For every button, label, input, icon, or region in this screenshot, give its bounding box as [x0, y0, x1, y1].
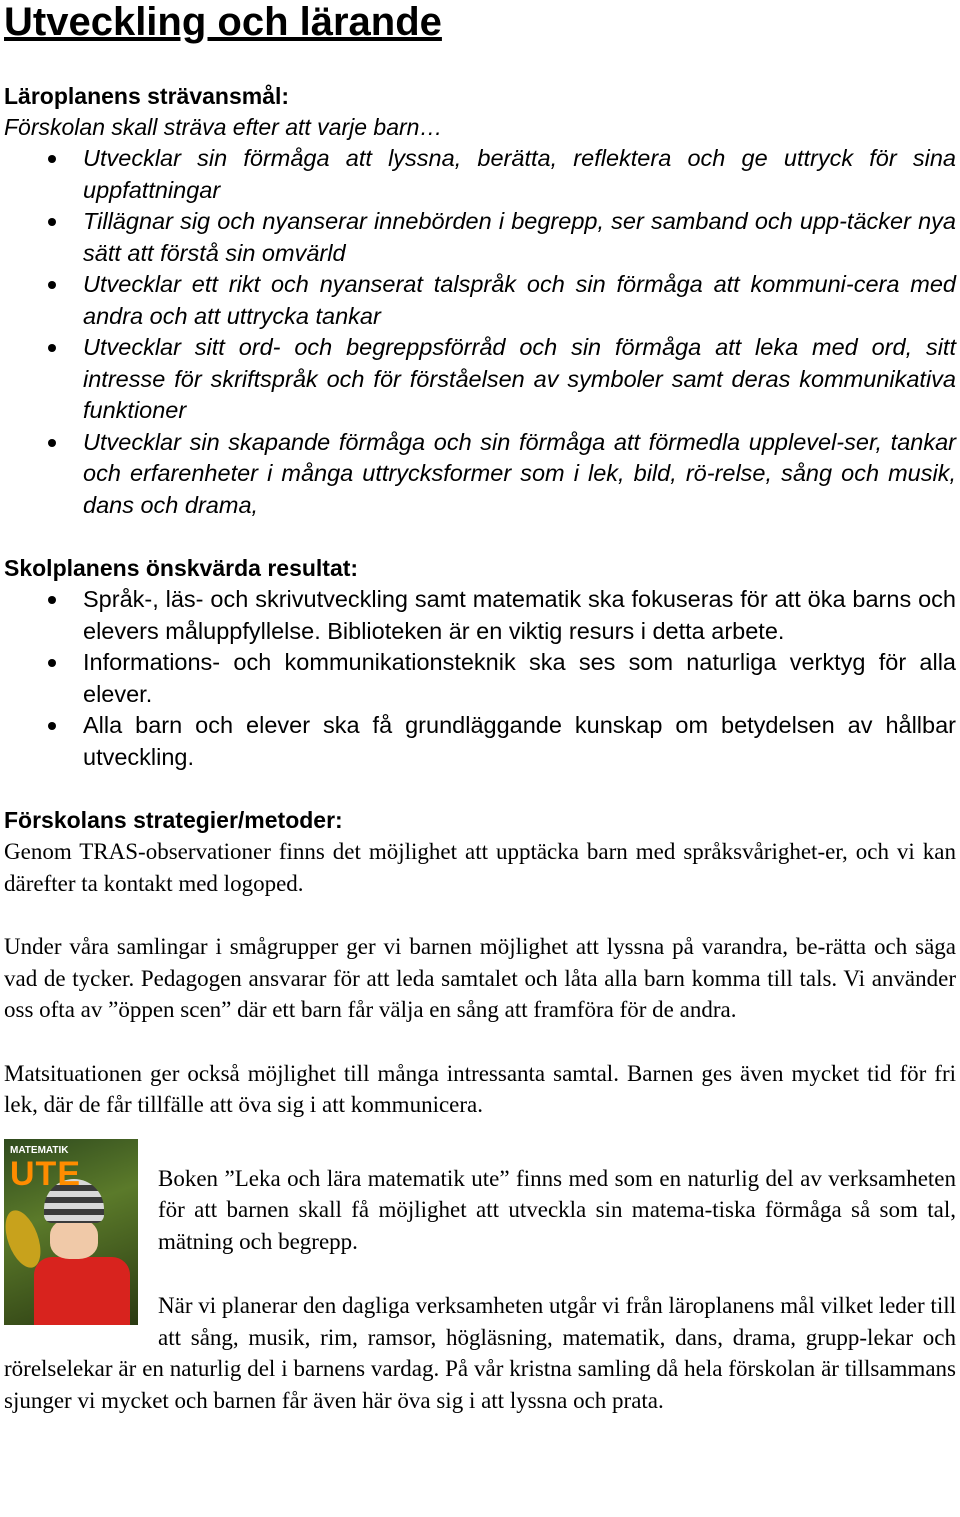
bullet-icon — [48, 722, 56, 730]
list-item: Utvecklar sin skapande förmåga och sin förmåga att förmedla upplevel-ser, tankar och erfarenheter i många uttrycksformer som i lek, bild, rö-relse, sång och musik, dans och drama, — [4, 427, 956, 522]
bullet-icon — [48, 596, 56, 604]
book-cover-logo: UTE — [10, 1154, 81, 1193]
page-title: Utveckling och lärande — [4, 0, 442, 44]
bullet-icon — [48, 659, 56, 667]
bullet-icon — [48, 218, 56, 226]
book-cover-badge: MATEMATIK — [10, 1144, 69, 1156]
bullet-icon — [48, 281, 56, 289]
section-heading-strategies: Förskolans strategier/metoder: — [4, 807, 343, 833]
section-intro: Förskolan skall sträva efter att varje barn… — [4, 114, 443, 140]
list-item: Alla barn och elever ska få grundläggande kunskap om betydelsen av hållbar utveckling. — [4, 710, 956, 773]
paragraph: Genom TRAS-observationer finns det möjlighet att upptäcka barn med språksvårighet-er, och vi kan därefter ta kontakt med logoped. — [4, 839, 956, 896]
paragraph: Boken ”Leka och lära matematik ute” finns med som en naturlig del av verksamheten för att barnen skall få möjlighet att utveckla sin matema-tiska förmåga så som tal, mätning och begrepp. — [158, 1165, 956, 1254]
bullet-icon — [48, 344, 56, 352]
list-item: Språk-, läs- och skrivutveckling samt matematik ska fokuseras för att öka barns och elevers måluppfyllelse. Biblioteken är en viktig resurs i detta arbete. — [4, 584, 956, 647]
bullet-icon — [48, 439, 56, 447]
section-heading-school-plan: Skolplanens önskvärda resultat: — [4, 555, 359, 581]
paragraph: Under våra samlingar i smågrupper ger vi barnen möjlighet att lyssna på varandra, be-rätta och säga vad de tycker. Pedagogen ansvarar för att leda samtalet och låta alla barn komma till tals. Vi använder oss ofta av ”öppen scen” där ett barn får välja en sång att framföra för de andra. — [4, 934, 956, 1022]
list-item: Utvecklar ett rikt och nyanserat talspråk och sin förmåga att kommuni-cera med andra och att uttrycka tankar — [4, 269, 956, 332]
school-plan-list — [4, 584, 956, 773]
paragraph: När vi planerar den dagliga verksamheten utgår vi från läroplanens mål vilket leder till att sång, musik, rim, ramsor, högläsning, matematik, dans, drama, grupp-lekar och rörelselekar är en naturlig del i barnens vardag. På vår kristna samling då hela förskolan är tillsammans sjunger vi mycket och barnen får även här öva sig i att lyssna och prata. — [4, 1293, 956, 1413]
book-section — [4, 1139, 956, 1417]
paragraph: Matsituationen ger också möjlighet till många intressanta samtal. Barnen ges även mycket tid för fri lek, där de får tillfälle att öva sig i att kommunicera. — [4, 1060, 956, 1117]
list-item: Informations- och kommunikationsteknik ska ses som naturliga verktyg för alla elever. — [4, 647, 956, 710]
list-item: Utvecklar sitt ord- och begreppsförråd och sin förmåga att leka med ord, sitt intresse för skriftspråk och för förståelsen av symboler samt deras kommunikativa funktioner — [4, 332, 956, 427]
curriculum-goals-list — [4, 143, 956, 521]
section-heading-curriculum-goals: Läroplanens strävansmål: — [4, 83, 290, 109]
book-cover-image — [4, 1139, 138, 1325]
list-item: Utvecklar sin förmåga att lyssna, berätta, reflektera och ge uttryck för sina uppfattningar — [4, 143, 956, 206]
bullet-icon — [48, 155, 56, 163]
list-item: Tillägnar sig och nyanserar innebörden i begrepp, ser samband och upp-täcker nya sätt att förstå sin omvärld — [4, 206, 956, 269]
